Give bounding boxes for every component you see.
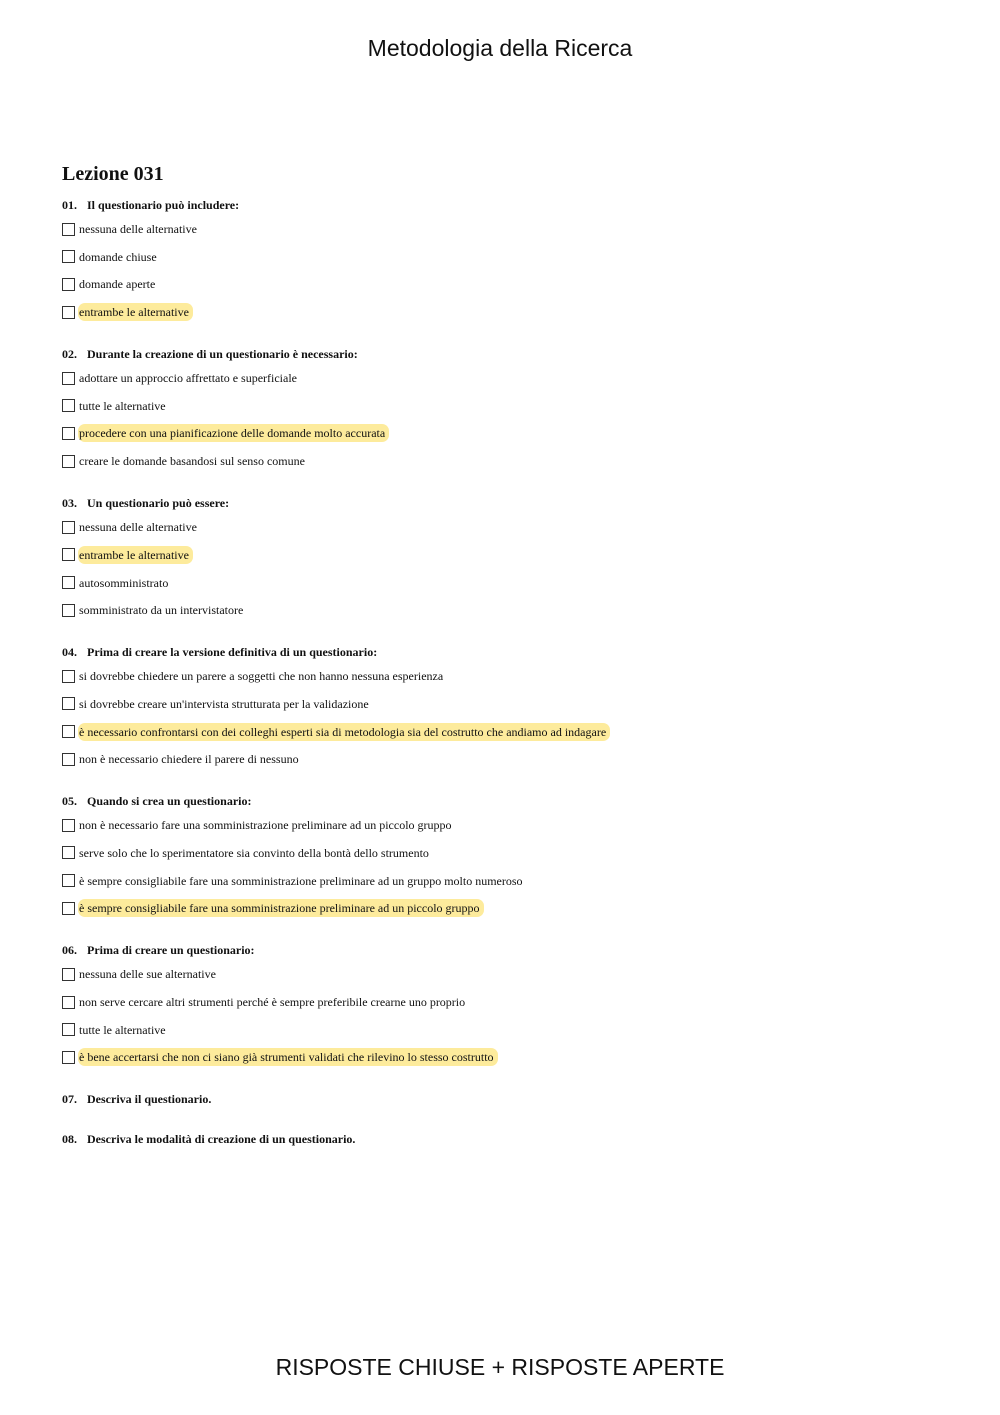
- option-label: domande aperte: [79, 277, 156, 292]
- checkbox[interactable]: [62, 1023, 75, 1036]
- option-row-correct[interactable]: [62, 721, 942, 743]
- checkbox[interactable]: [62, 250, 75, 263]
- option-label: entrambe le alternative: [78, 546, 193, 564]
- option-list: [62, 218, 942, 323]
- option-label: tutte le alternative: [79, 1022, 166, 1037]
- checkbox[interactable]: [62, 455, 75, 468]
- option-label: autosomministrato: [79, 575, 169, 590]
- option-list: [62, 814, 942, 919]
- checkbox[interactable]: [62, 874, 75, 887]
- checkbox[interactable]: [62, 697, 75, 710]
- option-label: non è necessario fare una somministrazione preliminare ad un piccolo gruppo: [79, 818, 452, 833]
- option-row-correct[interactable]: [62, 544, 942, 566]
- option-row[interactable]: [62, 665, 942, 687]
- question-text: [62, 345, 942, 363]
- checkbox[interactable]: [62, 521, 75, 534]
- question-text: [62, 1130, 942, 1148]
- question-number: 06.: [62, 943, 77, 958]
- question-text: [62, 643, 942, 661]
- option-row[interactable]: [62, 246, 942, 268]
- option-label: nessuna delle alternative: [79, 520, 197, 535]
- checkbox[interactable]: [62, 753, 75, 766]
- question-number: 01.: [62, 198, 77, 212]
- option-label: tutte le alternative: [79, 398, 166, 413]
- option-row[interactable]: [62, 991, 942, 1013]
- question-text: [62, 941, 942, 959]
- checkbox[interactable]: [62, 548, 75, 561]
- question-number: 04.: [62, 645, 77, 660]
- quiz-content: [62, 160, 942, 1170]
- option-row-correct[interactable]: [62, 1046, 942, 1068]
- checkbox[interactable]: [62, 819, 75, 832]
- question-text: [62, 196, 942, 214]
- option-row[interactable]: [62, 693, 942, 715]
- option-list: [62, 665, 942, 770]
- question-number: 02.: [62, 347, 77, 362]
- page-footer: RISPOSTE CHIUSE + RISPOSTE APERTE: [275, 1354, 725, 1380]
- question-number: 08.: [62, 1132, 77, 1147]
- lesson-title: Lezione 031: [62, 163, 164, 185]
- checkbox[interactable]: [62, 725, 75, 738]
- option-label: è sempre consigliabile fare una somministrazione preliminare ad un gruppo molto numeroso: [79, 873, 523, 888]
- checkbox[interactable]: [62, 399, 75, 412]
- option-label: è bene accertarsi che non ci siano già strumenti validati che rilevino lo stesso costrutto: [78, 1048, 498, 1066]
- checkbox[interactable]: [62, 902, 75, 915]
- checkbox[interactable]: [62, 278, 75, 291]
- option-label: non è necessario chiedere il parere di nessuno: [79, 752, 299, 767]
- option-list: [62, 516, 942, 621]
- option-row[interactable]: [62, 572, 942, 594]
- checkbox[interactable]: [62, 996, 75, 1009]
- option-row[interactable]: [62, 748, 942, 770]
- option-row[interactable]: [62, 218, 942, 240]
- question-list: [62, 196, 942, 1148]
- option-row[interactable]: [62, 963, 942, 985]
- question-number: 07.: [62, 1092, 77, 1107]
- option-row-correct[interactable]: [62, 897, 942, 919]
- question-label: Descriva le modalità di creazione di un questionario.: [87, 1132, 356, 1147]
- question-label: Il questionario può includere:: [87, 198, 240, 212]
- question-label: Un questionario può essere:: [87, 496, 230, 511]
- question-8: [62, 1130, 942, 1148]
- option-label: procedere con una pianificazione delle domande molto accurata: [78, 424, 389, 442]
- question-6: [62, 941, 942, 1068]
- option-row[interactable]: [62, 367, 942, 389]
- option-row[interactable]: [62, 842, 942, 864]
- option-list: [62, 963, 942, 1068]
- option-row[interactable]: [62, 1019, 942, 1041]
- question-text: [62, 494, 942, 512]
- question-5: [62, 792, 942, 919]
- option-row[interactable]: [62, 870, 942, 892]
- checkbox[interactable]: [62, 604, 75, 617]
- option-label: entrambe le alternative: [78, 303, 193, 321]
- option-row[interactable]: [62, 814, 942, 836]
- checkbox[interactable]: [62, 306, 75, 319]
- option-label: adottare un approccio affrettato e superficiale: [79, 371, 297, 386]
- option-label: serve solo che lo sperimentatore sia convinto della bontà dello strumento: [79, 845, 429, 860]
- option-label: creare le domande basandosi sul senso comune: [79, 454, 305, 469]
- question-label: Quando si crea un questionario:: [87, 794, 252, 809]
- question-2: [62, 345, 942, 472]
- option-label: si dovrebbe chiedere un parere a soggetti che non hanno nessuna esperienza: [79, 669, 444, 684]
- question-label: Prima di creare un questionario:: [87, 943, 255, 958]
- page-header: Metodologia della Ricerca: [367, 35, 633, 61]
- question-number: 05.: [62, 794, 77, 809]
- option-list: [62, 367, 942, 472]
- question-7: [62, 1090, 942, 1108]
- checkbox[interactable]: [62, 372, 75, 385]
- checkbox[interactable]: [62, 968, 75, 981]
- option-label: è sempre consigliabile fare una somministrazione preliminare ad un piccolo gruppo: [78, 899, 484, 917]
- option-label: si dovrebbe creare un'intervista strutturata per la validazione: [79, 696, 369, 711]
- question-1: [62, 196, 942, 323]
- option-label: somministrato da un intervistatore: [79, 603, 244, 618]
- checkbox[interactable]: [62, 1051, 75, 1064]
- question-number: 03.: [62, 496, 77, 511]
- option-label: nessuna delle sue alternative: [79, 967, 216, 982]
- option-row[interactable]: [62, 450, 942, 472]
- question-4: [62, 643, 942, 770]
- checkbox[interactable]: [62, 670, 75, 683]
- question-label: Descriva il questionario.: [87, 1092, 212, 1107]
- option-label: nessuna delle alternative: [79, 222, 197, 236]
- option-row[interactable]: [62, 516, 942, 538]
- question-label: Prima di creare la versione definitiva di un questionario:: [87, 645, 378, 660]
- option-row-correct[interactable]: [62, 301, 942, 323]
- question-3: [62, 494, 942, 621]
- question-text: [62, 1090, 942, 1108]
- option-row[interactable]: [62, 395, 942, 417]
- option-label: non serve cercare altri strumenti perché è sempre preferibile crearne uno proprio: [79, 995, 466, 1009]
- question-label: Durante la creazione di un questionario è necessario:: [87, 347, 358, 362]
- checkbox[interactable]: [62, 576, 75, 589]
- option-row-correct[interactable]: [62, 422, 942, 444]
- option-row[interactable]: [62, 599, 942, 621]
- option-label: è necessario confrontarsi con dei colleghi esperti sia di metodologia sia del costrutto che andiamo ad indagare: [78, 723, 610, 741]
- checkbox[interactable]: [62, 846, 75, 859]
- question-text: [62, 792, 942, 810]
- option-label: domande chiuse: [79, 249, 157, 264]
- checkbox[interactable]: [62, 223, 75, 236]
- checkbox[interactable]: [62, 427, 75, 440]
- option-row[interactable]: [62, 273, 942, 295]
